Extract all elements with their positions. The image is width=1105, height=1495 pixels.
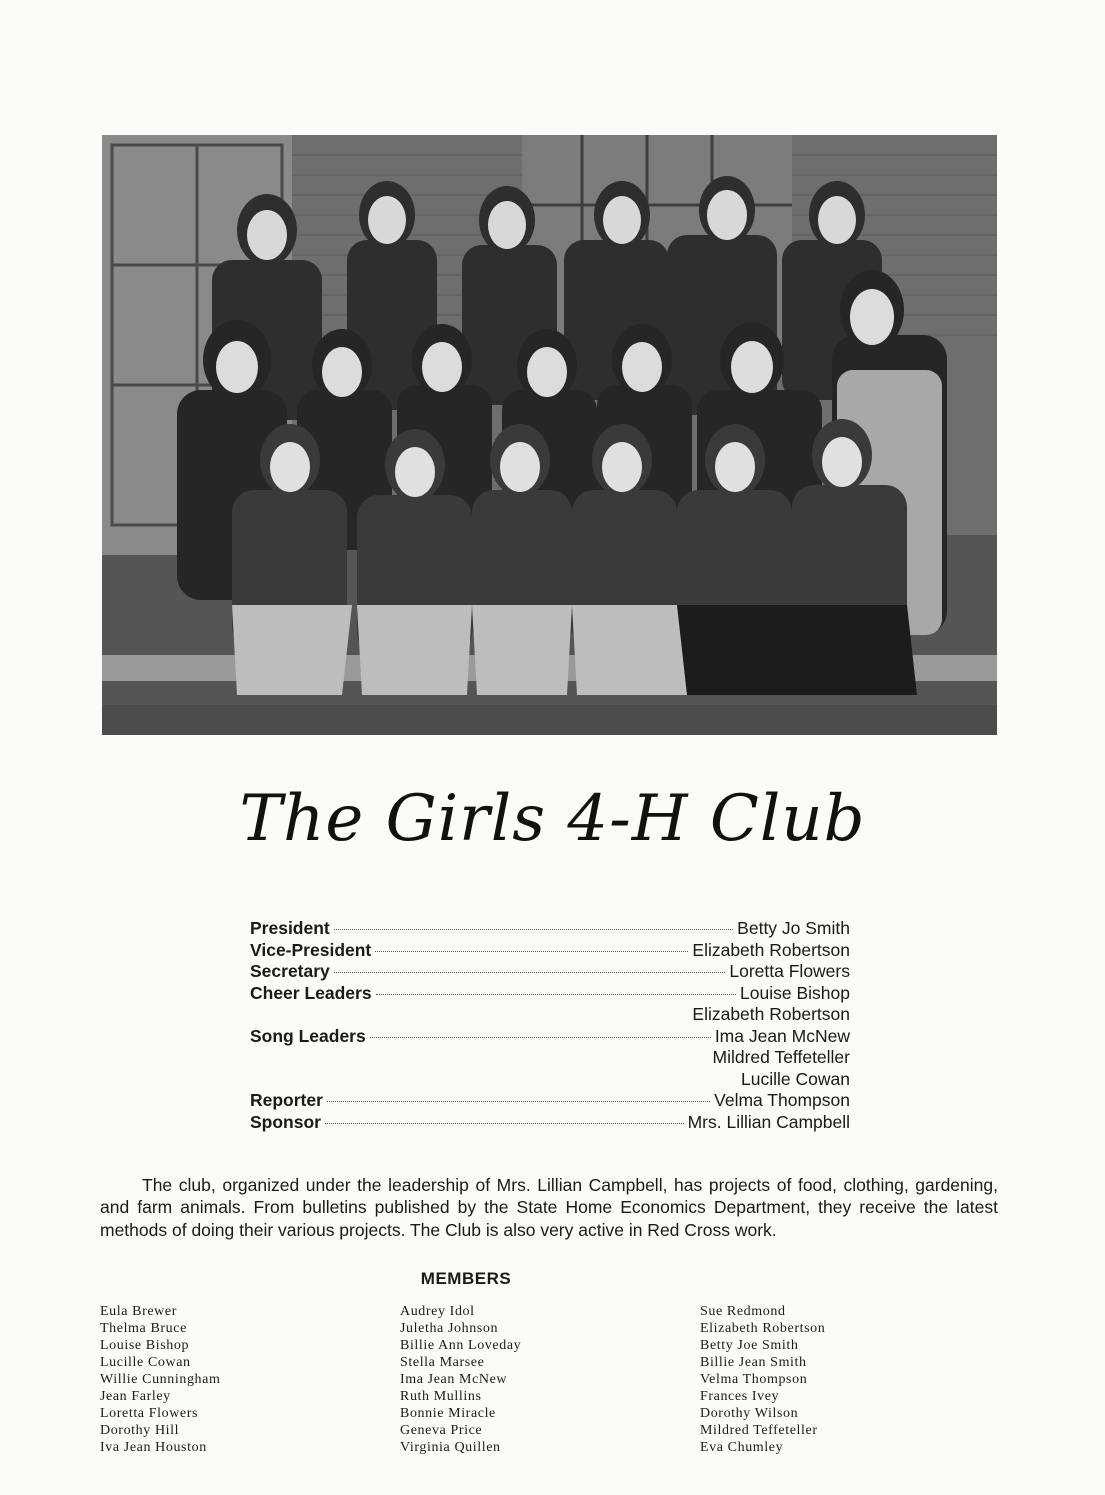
member-name: Elizabeth Robertson xyxy=(700,1321,826,1336)
member-name: Eva Chumley xyxy=(700,1440,784,1455)
club-description: The club, organized under the leadership of Mrs. Lillian Campbell, has projects of food, clothing, gardening, and farm animals. From bulletins published by the State Home Economics Department, they receive the latest methods of doing their various projects. The Club is also very active in Red Cross work. xyxy=(100,1174,998,1240)
member-name: Mildred Teffeteller xyxy=(700,1423,818,1438)
member-name: Stella Marsee xyxy=(400,1355,485,1370)
officer-row xyxy=(250,1069,850,1091)
member-name: Thelma Bruce xyxy=(100,1321,187,1336)
members-column xyxy=(700,1303,1000,1456)
members-heading: MEMBERS xyxy=(420,1269,512,1288)
officer-name: Loretta Flowers xyxy=(729,961,850,981)
member-name: Ima Jean McNew xyxy=(400,1372,508,1387)
member-name: Iva Jean Houston xyxy=(100,1440,207,1455)
officer-name: Ima Jean McNew xyxy=(714,1025,850,1046)
officer-row xyxy=(250,961,850,983)
officer-role: Cheer Leaders xyxy=(250,982,372,1003)
officer-name: Betty Jo Smith xyxy=(737,918,850,938)
page-title: The Girls 4-H Club xyxy=(239,782,866,856)
leader-dots xyxy=(334,929,733,930)
officer-name: Mildred Teffeteller xyxy=(712,1047,850,1067)
officers-list xyxy=(250,918,850,1133)
leader-dots xyxy=(376,994,736,995)
officer-row xyxy=(250,1026,850,1048)
officer-row xyxy=(250,1004,850,1026)
officer-name: Mrs. Lillian Campbell xyxy=(687,1111,850,1132)
member-name: Billie Ann Loveday xyxy=(400,1338,522,1353)
officer-name: Elizabeth Robertson xyxy=(692,1004,850,1024)
member-name: Louise Bishop xyxy=(100,1338,190,1353)
leader-dots xyxy=(334,972,726,973)
leader-dots xyxy=(370,1037,711,1038)
officer-row xyxy=(250,940,850,962)
officer-role: Sponsor xyxy=(250,1111,321,1132)
member-name: Velma Thompson xyxy=(700,1372,808,1387)
member-name: Eula Brewer xyxy=(100,1304,177,1319)
member-name: Sue Redmond xyxy=(700,1304,786,1319)
member-name: Willie Cunningham xyxy=(100,1372,221,1387)
member-name: Betty Joe Smith xyxy=(700,1338,799,1353)
member-name: Dorothy Hill xyxy=(100,1423,180,1438)
member-name: Loretta Flowers xyxy=(100,1406,199,1421)
officer-row xyxy=(250,983,850,1005)
member-name: Geneva Price xyxy=(400,1423,483,1438)
member-name: Dorothy Wilson xyxy=(700,1406,799,1421)
officer-name: Lucille Cowan xyxy=(741,1068,850,1089)
leader-dots xyxy=(325,1123,684,1124)
members-column xyxy=(100,1303,400,1456)
officer-row xyxy=(250,918,850,940)
officer-role: Reporter xyxy=(250,1090,323,1110)
officer-role: President xyxy=(250,918,330,938)
officer-role: Vice-President xyxy=(250,939,372,960)
officer-row xyxy=(250,1112,850,1134)
officer-name: Elizabeth Robertson xyxy=(692,939,850,960)
member-name: Billie Jean Smith xyxy=(700,1355,807,1370)
officer-name: Velma Thompson xyxy=(714,1090,850,1110)
member-name: Bonnie Miracle xyxy=(400,1406,496,1421)
member-name: Lucille Cowan xyxy=(100,1355,191,1370)
officer-row xyxy=(250,1090,850,1112)
officer-row xyxy=(250,1047,850,1069)
member-name: Frances Ivey xyxy=(700,1389,780,1404)
leader-dots xyxy=(375,951,688,952)
member-name: Juletha Johnson xyxy=(400,1321,499,1336)
group-photo xyxy=(102,135,997,735)
member-name: Jean Farley xyxy=(100,1389,171,1404)
leader-dots xyxy=(327,1101,710,1102)
members-column xyxy=(400,1303,700,1456)
officer-role: Secretary xyxy=(250,961,330,981)
members-list xyxy=(100,1303,1000,1456)
officer-role: Song Leaders xyxy=(250,1025,366,1046)
member-name: Audrey Idol xyxy=(400,1304,475,1319)
member-name: Ruth Mullins xyxy=(400,1389,482,1404)
member-name: Virginia Quillen xyxy=(400,1440,501,1455)
officer-name: Louise Bishop xyxy=(740,982,850,1003)
